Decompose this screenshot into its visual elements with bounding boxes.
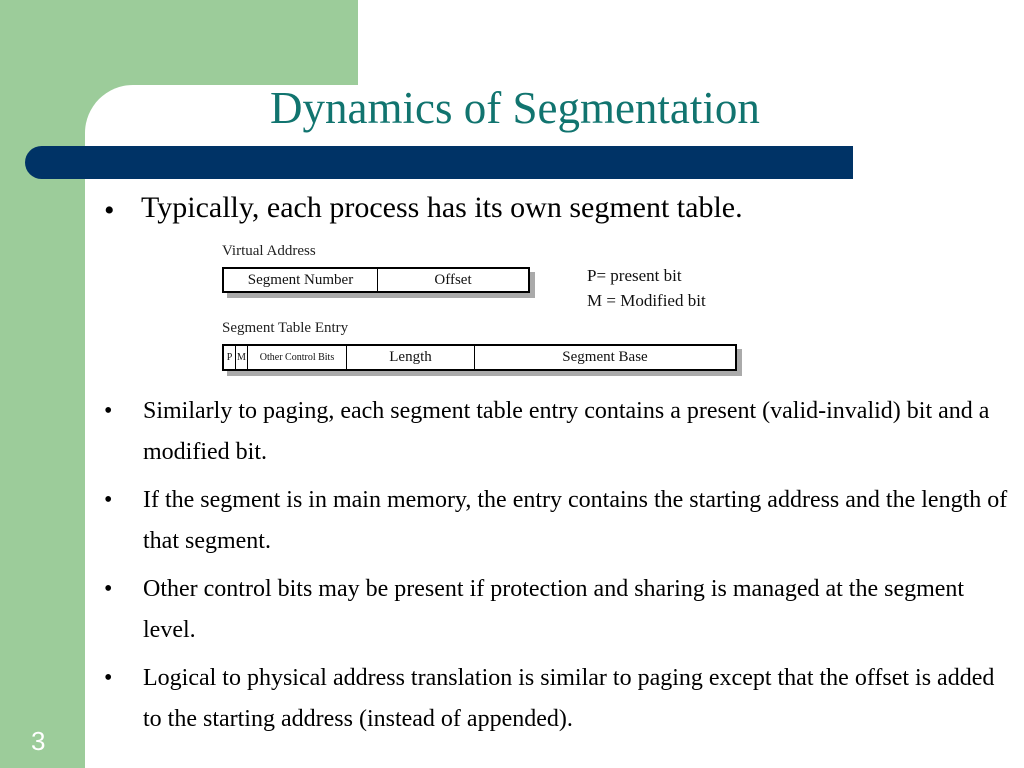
segment-table-entry-box <box>222 344 737 371</box>
other-control-bits-field: Other Control Bits <box>248 346 347 369</box>
segment-table-entry-label: Segment Table Entry <box>222 320 349 336</box>
intro-bullet-text: Typically, each process has its own segment table. <box>141 191 743 224</box>
list-item <box>104 658 1014 740</box>
present-bit-field: P <box>224 346 236 369</box>
title-underline-bar <box>25 146 853 179</box>
virtual-address-label: Virtual Address <box>222 243 316 259</box>
intro-bullet-marker: • <box>104 194 115 227</box>
bullet-marker: • <box>104 576 113 602</box>
slide-number: 3 <box>31 726 46 756</box>
bit-legend <box>587 263 706 313</box>
list-item <box>104 480 1014 562</box>
bullet-text: Other control bits may be present if protection and sharing is managed at the segment level. <box>143 576 965 643</box>
bullet-marker: • <box>104 487 113 513</box>
virtual-address-box <box>222 267 530 293</box>
list-item <box>104 391 1014 473</box>
bullet-text: If the segment is in main memory, the entry contains the starting address and the length of that segment. <box>143 487 1008 554</box>
bullet-marker: • <box>104 398 113 424</box>
length-field: Length <box>347 346 475 369</box>
list-item <box>104 569 1014 651</box>
legend-modified-bit: M = Modified bit <box>587 291 706 310</box>
slide-title: Dynamics of Segmentation <box>270 83 760 133</box>
modified-bit-field: M <box>236 346 248 369</box>
bullet-marker: • <box>104 665 113 691</box>
bullet-list <box>104 391 1014 747</box>
segment-number-field: Segment Number <box>224 269 378 291</box>
offset-field: Offset <box>434 271 472 288</box>
bullet-text: Logical to physical address translation is similar to paging except that the offset is added to the starting address (instead of appended). <box>143 665 995 732</box>
bullet-text: Similarly to paging, each segment table entry contains a present (valid-invalid) bit and a modified bit. <box>143 398 990 465</box>
legend-present-bit: P= present bit <box>587 266 682 285</box>
segment-base-field: Segment Base <box>562 349 648 365</box>
